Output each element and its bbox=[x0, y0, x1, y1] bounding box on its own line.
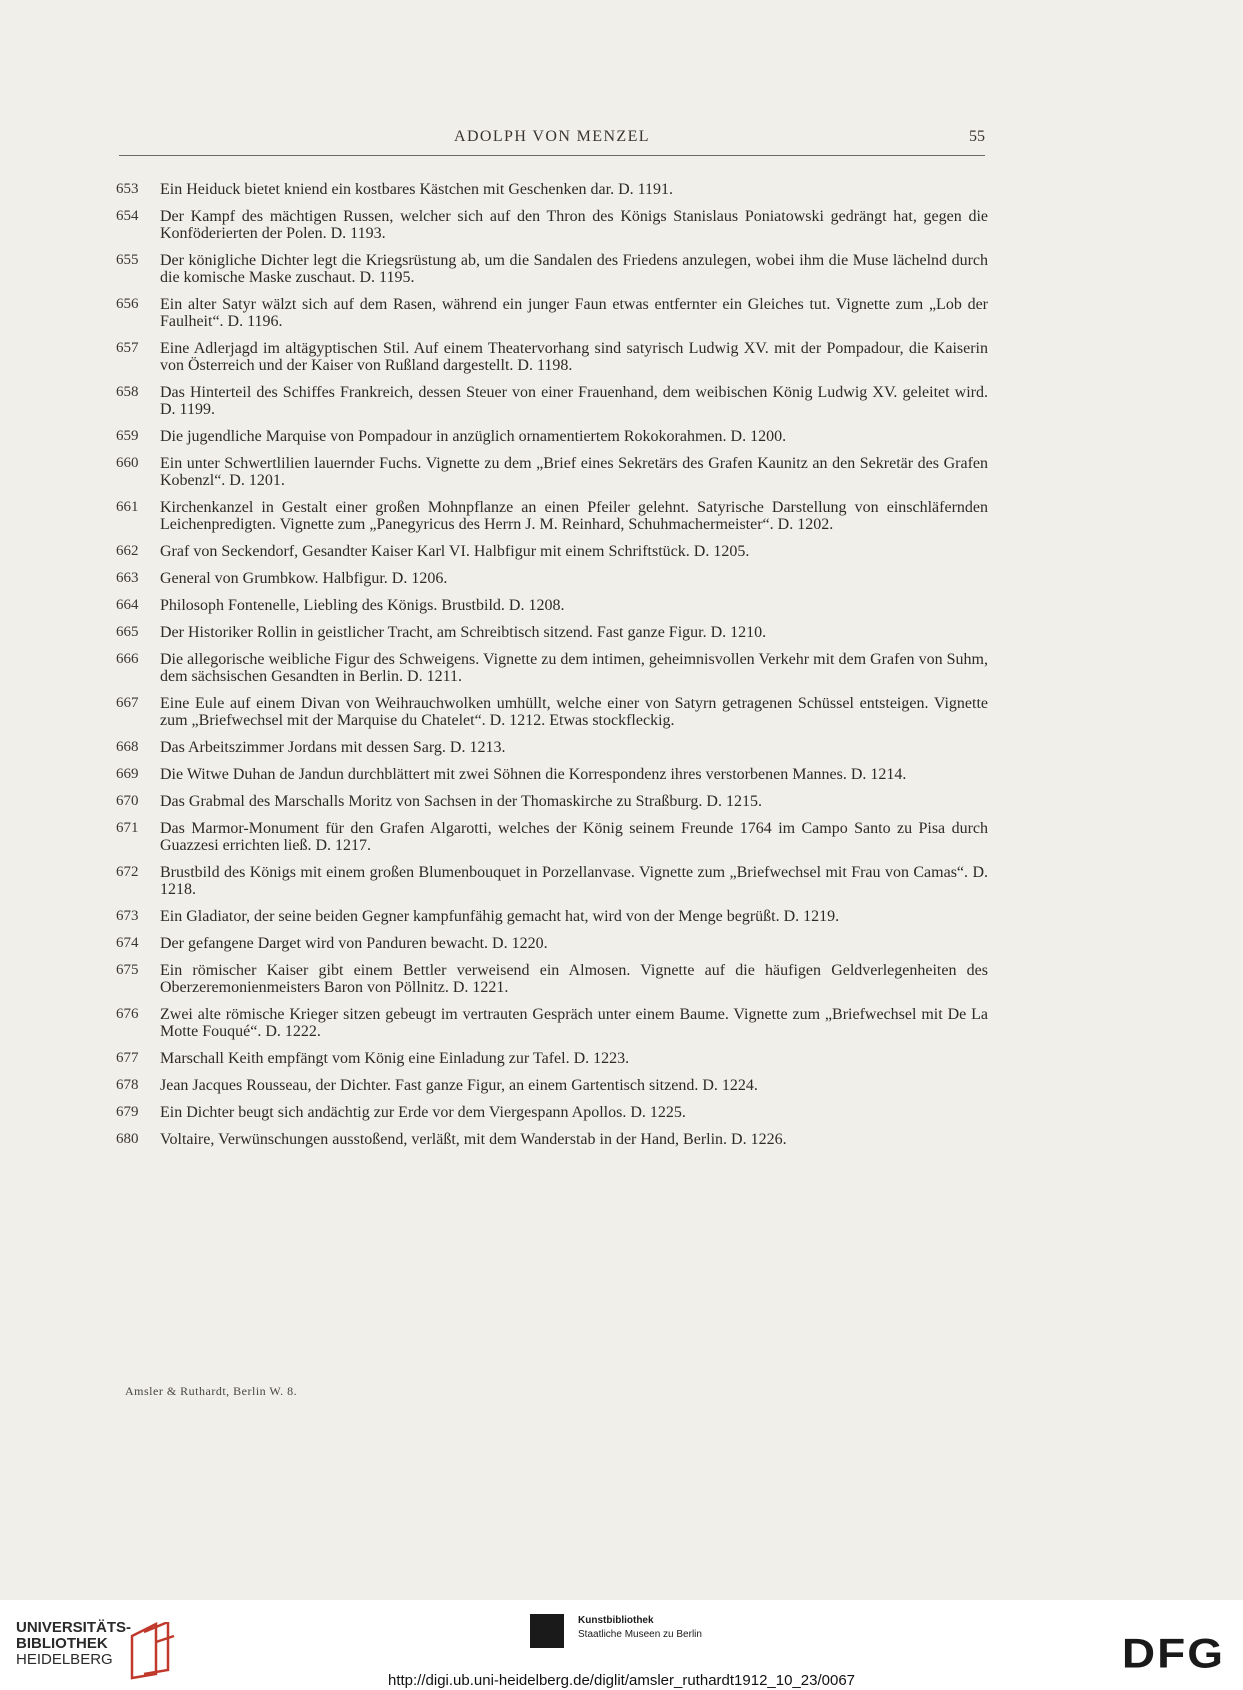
ub-heidelberg-wordmark bbox=[16, 1620, 131, 1668]
ub-line-1: UNIVERSITÄTS- bbox=[16, 1619, 132, 1636]
entry-number: 659 bbox=[116, 428, 139, 444]
page-number: 55 bbox=[969, 128, 985, 145]
catalog-entry bbox=[116, 296, 988, 330]
entry-number: 654 bbox=[116, 208, 139, 224]
entry-number: 656 bbox=[116, 296, 139, 312]
entry-text: Zwei alte römische Krieger sitzen gebeugt im vertrauten Gespräch unter einem Baume. Vignette zum „Briefwechsel mit De La Motte Fouqué“. D. 1222. bbox=[160, 1006, 988, 1040]
entry-text: Marschall Keith empfängt vom König eine Einladung zur Tafel. D. 1223. bbox=[160, 1050, 630, 1067]
catalog-entries bbox=[116, 181, 988, 1158]
entry-text: Ein Dichter beugt sich andächtig zur Erde vor dem Viergespann Apollos. D. 1225. bbox=[160, 1104, 686, 1121]
entry-number: 679 bbox=[116, 1104, 139, 1120]
header-rule bbox=[119, 155, 985, 156]
entry-text: Das Grabmal des Marschalls Moritz von Sachsen in der Thomaskirche zu Straßburg. D. 1215. bbox=[160, 793, 762, 810]
kb-name: Kunstbibliothek bbox=[578, 1615, 654, 1626]
catalog-entry bbox=[116, 543, 988, 560]
digitization-footer bbox=[0, 1600, 1243, 1690]
entry-number: 655 bbox=[116, 252, 139, 268]
catalog-entry bbox=[116, 570, 988, 587]
entry-text: Ein Heiduck bietet kniend ein kostbares Kästchen mit Geschenken dar. D. 1191. bbox=[160, 181, 674, 198]
entry-text: Ein unter Schwertlilien lauernder Fuchs. Vignette zu dem „Brief eines Sekretärs des Grafen Kaunitz an den Sekretär des Grafen Kobenzl“. D. 1201. bbox=[160, 455, 988, 489]
entry-number: 660 bbox=[116, 455, 139, 471]
catalog-entry bbox=[116, 695, 988, 729]
catalog-entry bbox=[116, 208, 988, 242]
entry-text: Philosoph Fontenelle, Liebling des Königs. Brustbild. D. 1208. bbox=[160, 597, 565, 614]
entry-text: Die Witwe Duhan de Jandun durchblättert mit zwei Söhnen die Korrespondenz ihres verstorbenen Mannes. D. 1214. bbox=[160, 766, 907, 783]
entry-number: 663 bbox=[116, 570, 139, 586]
catalog-entry bbox=[116, 252, 988, 286]
entry-number: 674 bbox=[116, 935, 139, 951]
entry-text: Der Historiker Rollin in geistlicher Tracht, am Schreibtisch sitzend. Fast ganze Figur. D. 1210. bbox=[160, 624, 767, 641]
catalog-entry bbox=[116, 935, 988, 952]
entry-text: Ein römischer Kaiser gibt einem Bettler verweisend ein Almosen. Vignette auf die häufigen Geldverlegenheiten des Oberzeremonienmeisters Baron von Pöllnitz. D. 1221. bbox=[160, 962, 988, 996]
entry-text: Voltaire, Verwünschungen ausstoßend, verläßt, mit dem Wanderstab in der Hand, Berlin. D. 1226. bbox=[160, 1131, 787, 1148]
entry-number: 666 bbox=[116, 651, 139, 667]
catalog-entry bbox=[116, 962, 988, 996]
entry-text: Die allegorische weibliche Figur des Schweigens. Vignette zu dem intimen, geheimnisvollen Verkehr mit dem Grafen von Suhm, dem sächsischen Gesandten in Berlin. D. 1211. bbox=[160, 651, 988, 685]
entry-number: 668 bbox=[116, 739, 139, 755]
catalog-entry bbox=[116, 597, 988, 614]
catalog-entry bbox=[116, 499, 988, 533]
catalog-entry bbox=[116, 181, 988, 198]
catalog-entry bbox=[116, 864, 988, 898]
catalog-entry bbox=[116, 793, 988, 810]
entry-text: Das Hinterteil des Schiffes Frankreich, dessen Steuer von einer Frauenhand, dem weibischen König Ludwig XV. geleitet wird. D. 1199. bbox=[160, 384, 988, 418]
entry-number: 658 bbox=[116, 384, 139, 400]
entry-text: Jean Jacques Rousseau, der Dichter. Fast ganze Figur, an einem Gartentisch sitzend. D. 1224. bbox=[160, 1077, 758, 1094]
entry-text: Das Arbeitszimmer Jordans mit dessen Sarg. D. 1213. bbox=[160, 739, 506, 756]
entry-number: 675 bbox=[116, 962, 139, 978]
entry-number: 670 bbox=[116, 793, 139, 809]
catalog-entry bbox=[116, 908, 988, 925]
smb-square-icon bbox=[530, 1614, 564, 1648]
entry-number: 664 bbox=[116, 597, 139, 613]
catalog-entry bbox=[116, 820, 988, 854]
entry-number: 671 bbox=[116, 820, 139, 836]
entry-text: Kirchenkanzel in Gestalt einer großen Mohnpflanze an einen Pfeiler gelehnt. Satyrische Darstellung von einschläfernden Leichenpredigten. Vignette zum „Panegyricus des Herrn J. M. Reinhard, Schuhmachermeister“. D. 1202. bbox=[160, 499, 988, 533]
entry-number: 677 bbox=[116, 1050, 139, 1066]
entry-text: Die jugendliche Marquise von Pompadour in anzüglich ornamentiertem Rokokorahmen. D. 1200. bbox=[160, 428, 787, 445]
entry-text: Ein Gladiator, der seine beiden Gegner kampfunfähig gemacht hat, wird von der Menge begrüßt. D. 1219. bbox=[160, 908, 840, 925]
catalog-entry bbox=[116, 1131, 988, 1148]
entry-text: Graf von Seckendorf, Gesandter Kaiser Karl VI. Halbfigur mit einem Schriftstück. D. 1205. bbox=[160, 543, 750, 560]
catalog-entry bbox=[116, 428, 988, 445]
entry-number: 657 bbox=[116, 340, 139, 356]
entry-number: 680 bbox=[116, 1131, 139, 1147]
catalog-entry bbox=[116, 1104, 988, 1121]
entry-number: 665 bbox=[116, 624, 139, 640]
entry-number: 662 bbox=[116, 543, 139, 559]
entry-number: 676 bbox=[116, 1006, 139, 1022]
catalog-entry bbox=[116, 624, 988, 641]
catalog-entry bbox=[116, 739, 988, 756]
entry-text: Das Marmor-Monument für den Grafen Algarotti, welches der König seinem Freunde 1764 im Campo Santo zu Pisa durch Guazzesi errichten ließ. D. 1217. bbox=[160, 820, 988, 854]
catalog-entry bbox=[116, 455, 988, 489]
entry-number: 672 bbox=[116, 864, 139, 880]
kunstbibliothek-wordmark bbox=[578, 1614, 702, 1642]
catalog-entry bbox=[116, 1050, 988, 1067]
permalink-url[interactable]: http://digi.ub.uni-heidelberg.de/diglit/amsler_ruthardt1912_10_23/0067 bbox=[388, 1672, 855, 1689]
entry-number: 653 bbox=[116, 181, 139, 197]
catalog-entry bbox=[116, 1077, 988, 1094]
entry-number: 673 bbox=[116, 908, 139, 924]
entry-text: Der gefangene Darget wird von Panduren bewacht. D. 1220. bbox=[160, 935, 548, 952]
entry-number: 661 bbox=[116, 499, 139, 515]
entry-text: Der königliche Dichter legt die Kriegsrüstung ab, um die Sandalen des Friedens anzulegen, wobei ihm die Muse lächelnd durch die komische Maske zuschaut. D. 1195. bbox=[160, 252, 988, 286]
kunstbibliothek-logo[interactable] bbox=[530, 1608, 750, 1658]
entry-text: Eine Eule auf einem Divan von Weihrauchwolken umhüllt, welche einer von Satyrn getragenen Schüssel entsteigen. Vignette zum „Briefwechsel mit der Marquise du Chatelet“. D. 1212. Etwas stockfleckig. bbox=[160, 695, 988, 729]
running-title: ADOLPH VON MENZEL bbox=[454, 128, 650, 145]
catalog-entry bbox=[116, 340, 988, 374]
catalog-entry bbox=[116, 384, 988, 418]
entry-text: Der Kampf des mächtigen Russen, welcher sich auf den Thron des Königs Stanislaus Poniatowski gedrängt hat, gegen die Konföderierten der Polen. D. 1193. bbox=[160, 208, 988, 242]
dfg-logo[interactable]: DFG bbox=[1121, 1629, 1225, 1677]
catalog-entry bbox=[116, 1006, 988, 1040]
entry-text: General von Grumbkow. Halbfigur. D. 1206. bbox=[160, 570, 448, 587]
entry-text: Eine Adlerjagd im altägyptischen Stil. Auf einem Theatervorhang sind satyrisch Ludwig XV. mit der Pompadour, die Kaiserin von Österreich und der Kaiser von Rußland dargestellt. D. 1198. bbox=[160, 340, 988, 374]
entry-number: 667 bbox=[116, 695, 139, 711]
catalog-entry bbox=[116, 766, 988, 783]
publisher-imprint: Amsler & Ruthardt, Berlin W. 8. bbox=[125, 1384, 298, 1398]
entry-text: Ein alter Satyr wälzt sich auf dem Rasen, während ein junger Faun etwas entfernter ein Gleiches tut. Vignette zum „Lob der Faulheit“. D. 1196. bbox=[160, 296, 988, 330]
ub-line-3: HEIDELBERG bbox=[16, 1651, 113, 1668]
ub-line-2: BIBLIOTHEK bbox=[16, 1635, 108, 1652]
entry-text: Brustbild des Königs mit einem großen Blumenbouquet in Porzellanvase. Vignette zum „Briefwechsel mit Frau von Camas“. D. 1218. bbox=[160, 864, 988, 898]
catalog-entry bbox=[116, 651, 988, 685]
entry-number: 678 bbox=[116, 1077, 139, 1093]
entry-number: 669 bbox=[116, 766, 139, 782]
kb-subtitle: Staatliche Museen zu Berlin bbox=[578, 1629, 702, 1640]
running-header bbox=[119, 128, 985, 154]
